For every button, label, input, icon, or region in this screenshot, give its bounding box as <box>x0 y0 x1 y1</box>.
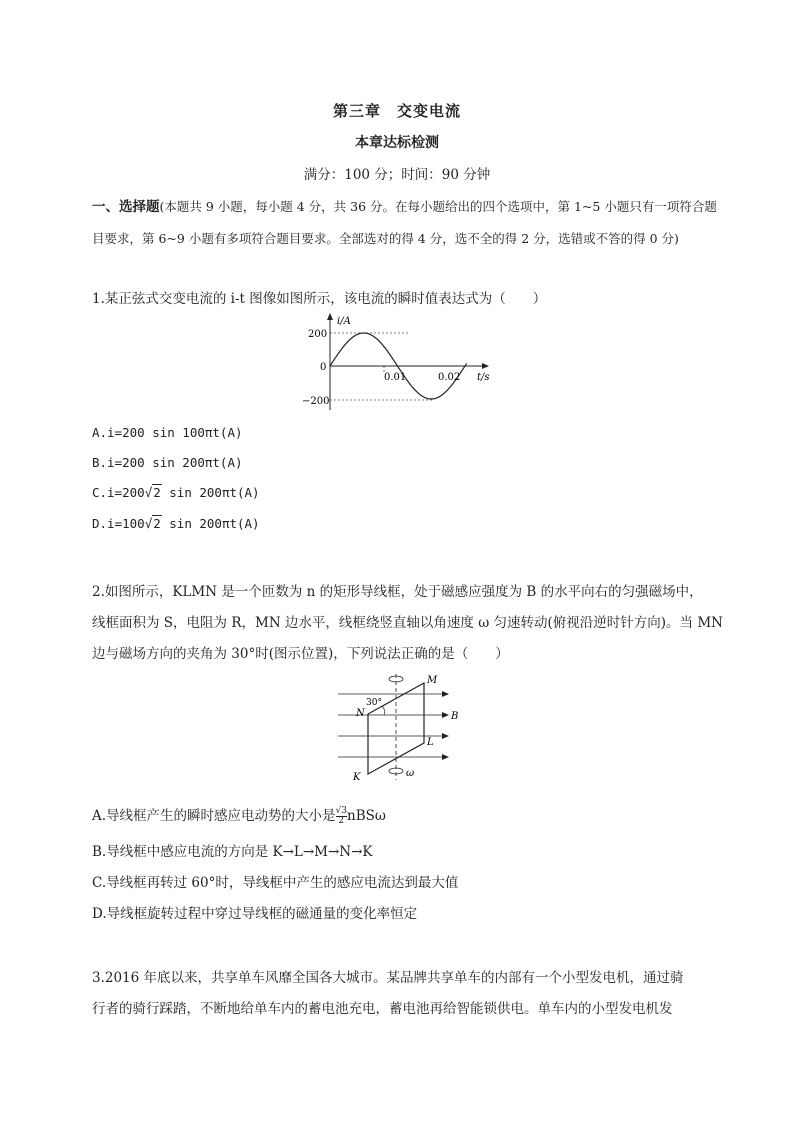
q2-option-a-prefix: A.导线框产生的瞬时感应电动势的大小是 <box>92 808 336 824</box>
test-subtitle: 本章达标检测 <box>355 135 439 151</box>
q1-x-axis-label: t/s <box>477 372 490 383</box>
q1-tick-200: 200 <box>308 329 328 340</box>
label-omega: ω <box>406 768 415 779</box>
q2-coil-diagram <box>320 668 470 786</box>
field-arrow-1 <box>442 691 449 697</box>
label-n: N <box>356 708 365 719</box>
q1-option-c-prefix: C.i=200 <box>92 485 145 500</box>
q1-tick-002: 0.02 <box>438 372 461 383</box>
q1-option-d[interactable] <box>92 516 260 531</box>
field-arrow-4 <box>442 754 449 760</box>
q1-y-arrow <box>327 313 333 320</box>
chapter-title: 第三章 交变电流 <box>332 102 461 120</box>
q1-x-arrow <box>482 363 489 369</box>
fraction-denominator: 2 <box>338 816 345 826</box>
section-heading: 一、选择题 <box>92 199 160 215</box>
question-3-stem-line1: 3.2016 年底以来，共享单车风靡全国各大城市。某品牌共享单车的内部有一个小型发电机，通过骑 <box>92 970 684 986</box>
q1-sine-chart <box>300 310 500 412</box>
q1-option-c[interactable] <box>92 485 260 500</box>
q1-option-c-suffix: sin 200πt(A) <box>161 485 260 500</box>
label-l: L <box>427 737 434 748</box>
section-instructions <box>92 191 718 254</box>
q1-tick-001: 0.01 <box>384 372 407 383</box>
angle-arc <box>382 706 385 715</box>
q2-option-d[interactable]: D.导线框旋转过程中穿过导线框的磁通量的变化率恒定 <box>92 906 418 922</box>
question-3-stem-line2: 行者的骑行踩踏，不断地给单车内的蓄电池充电，蓄电池再给智能锁供电。单车内的小型发电机发 <box>92 1001 673 1017</box>
q1-option-c-radicand: 2 <box>153 485 161 500</box>
question-2-stem-line3: 边与磁场方向的夹角为 30°时(图示位置)，下列说法正确的是（ ） <box>92 646 509 662</box>
question-2-stem-line2: 线框面积为 S，电阻为 R，MN 边水平，线框绕竖直轴以角速度 ω 匀速转动(俯视沿逆时针方向)。当 MN <box>92 615 723 631</box>
q1-option-b[interactable]: B.i=200 sin 200πt(A) <box>92 455 243 470</box>
field-arrow-3 <box>442 733 449 739</box>
score-time-info: 满分：100 分；时间：90 分钟 <box>303 167 491 183</box>
q2-option-c[interactable]: C.导线框再转过 60°时，导线框中产生的感应电流达到最大值 <box>92 875 459 891</box>
label-m: M <box>427 675 438 686</box>
label-k: K <box>353 772 361 783</box>
q1-y-axis-label: i/A <box>337 316 351 327</box>
section-description: (本题共 9 小题，每小题 4 分，共 36 分。在每小题给出的四个选项中，第 1~5 小题只有一项符合题目要求，第 6~9 小题有多项符合题目要求。全部选对的得 4 分，选不全的得 2 分，选错或不答的得 0 分) <box>92 199 717 246</box>
sqrt-symbol: √2 <box>144 485 161 500</box>
q2-option-a-suffix: nBSω <box>347 808 386 824</box>
q1-option-d-prefix: D.i=100 <box>92 516 145 531</box>
q2-option-a[interactable] <box>92 804 386 826</box>
q1-option-a[interactable]: A.i=200 sin 100πt(A) <box>92 425 243 440</box>
q1-option-d-suffix: sin 200πt(A) <box>161 516 260 531</box>
question-2-stem-line1: 2.如图所示，KLMN 是一个匝数为 n 的矩形导线框，处于磁感应强度为 B 的水平向右的匀强磁场中， <box>92 584 703 600</box>
label-angle: 30° <box>366 698 382 708</box>
sqrt-symbol: √2 <box>144 516 161 531</box>
q1-tick-neg200: −200 <box>302 396 330 407</box>
fraction-numerator: √3 <box>335 806 348 816</box>
fraction-root3-over-2 <box>336 807 347 826</box>
question-1-stem: 1.某正弦式交变电流的 i-t 图像如图所示，该电流的瞬时值表达式为（ ） <box>92 291 547 307</box>
q1-tick-0: 0 <box>320 362 327 373</box>
q2-option-b[interactable]: B.导线框中感应电流的方向是 K→L→M→N→K <box>92 844 373 860</box>
field-arrow-2 <box>442 712 449 718</box>
label-b: B <box>451 711 459 722</box>
q1-option-d-radicand: 2 <box>153 516 161 531</box>
